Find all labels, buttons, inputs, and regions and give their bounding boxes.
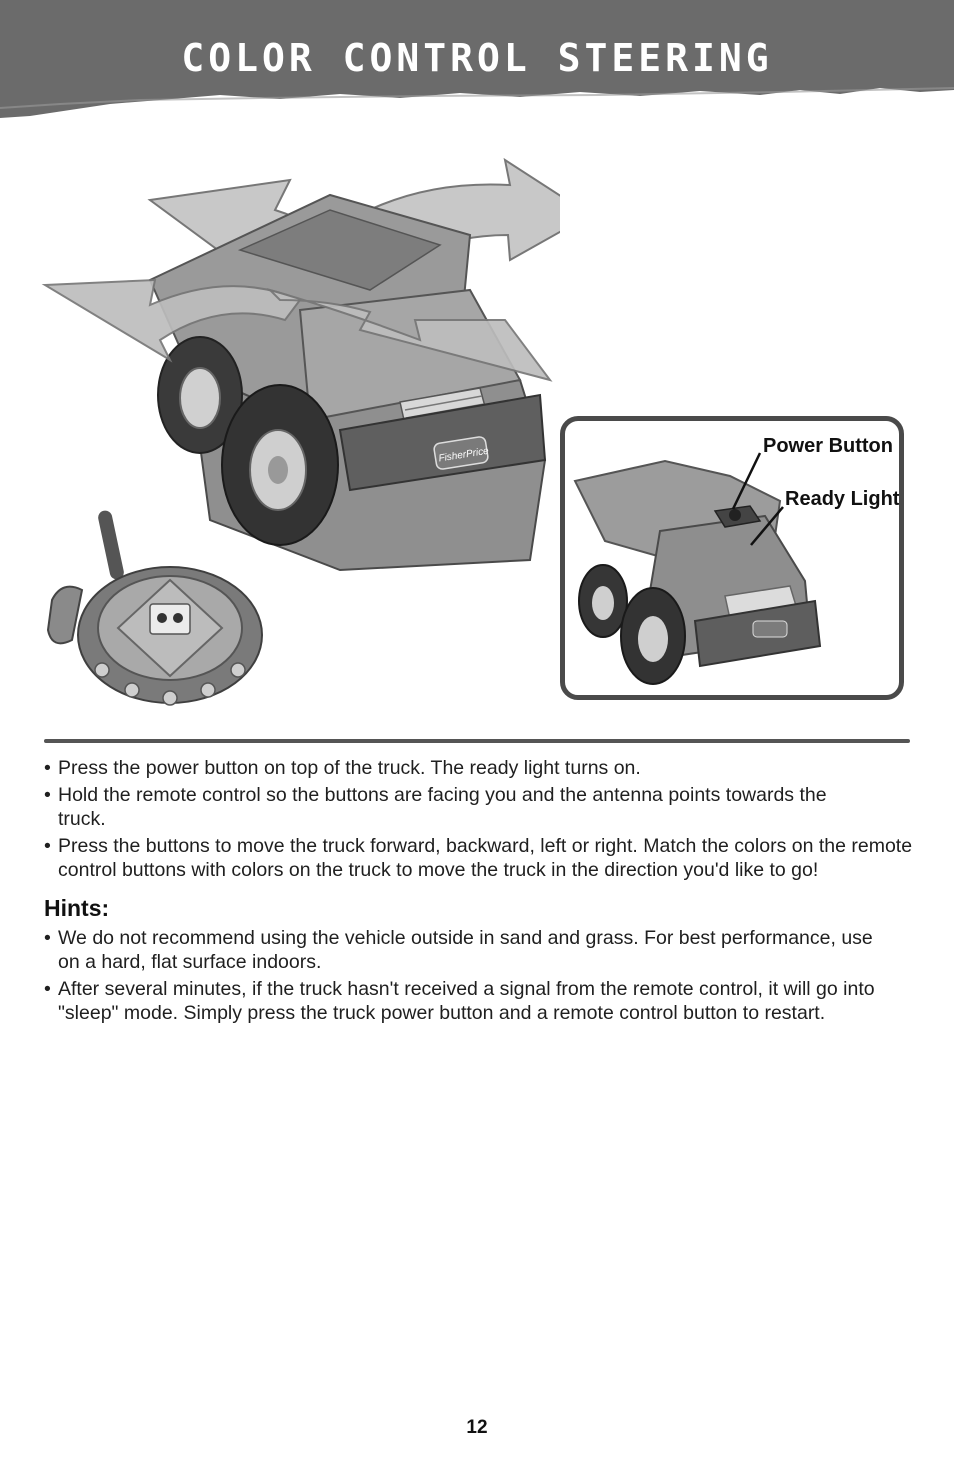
page-number: 12 — [466, 1417, 488, 1438]
inset-power-button-callout — [560, 416, 904, 700]
hints-heading: Hints: — [44, 895, 110, 921]
instructions-list — [44, 756, 914, 882]
remote-control-illustration — [42, 510, 272, 720]
header-banner — [0, 0, 954, 120]
remote-label-plate — [150, 604, 190, 634]
hint-item: • We do not recommend using the vehicle outside in sand and grass. For best performance, use on a hard, flat surface indoors. — [44, 926, 888, 974]
ready-light-label: Ready Light — [785, 488, 900, 510]
instructions-section — [44, 756, 914, 1028]
inset-truck-illustration — [565, 421, 899, 695]
hints-list — [44, 926, 914, 1025]
instruction-item: • Press the power button on top of the truck. The ready light turns on. — [44, 756, 914, 780]
instruction-item: • Press the buttons to move the truck forward, backward, left or right. Match the colors on the remote control buttons with colors on the truck to move the truck in the direction you'd like to go! — [44, 834, 914, 882]
section-divider — [44, 739, 910, 743]
page-title: COLOR CONTROL STEERING — [181, 36, 773, 80]
hint-item: • After several minutes, if the truck hasn't received a signal from the remote control, it will go into "sleep" mode. Simply press the truck power button and a remote control button to restart. — [44, 977, 914, 1025]
remote-left-grip — [48, 587, 82, 644]
instruction-item: • Hold the remote control so the buttons are facing you and the antenna points towards the truck. — [44, 783, 848, 831]
fisher-price-logo-text: FisherPrice — [437, 445, 490, 465]
remote-antenna — [97, 510, 125, 581]
power-button-label: Power Button — [763, 435, 893, 457]
inset-ready-light — [729, 509, 741, 521]
